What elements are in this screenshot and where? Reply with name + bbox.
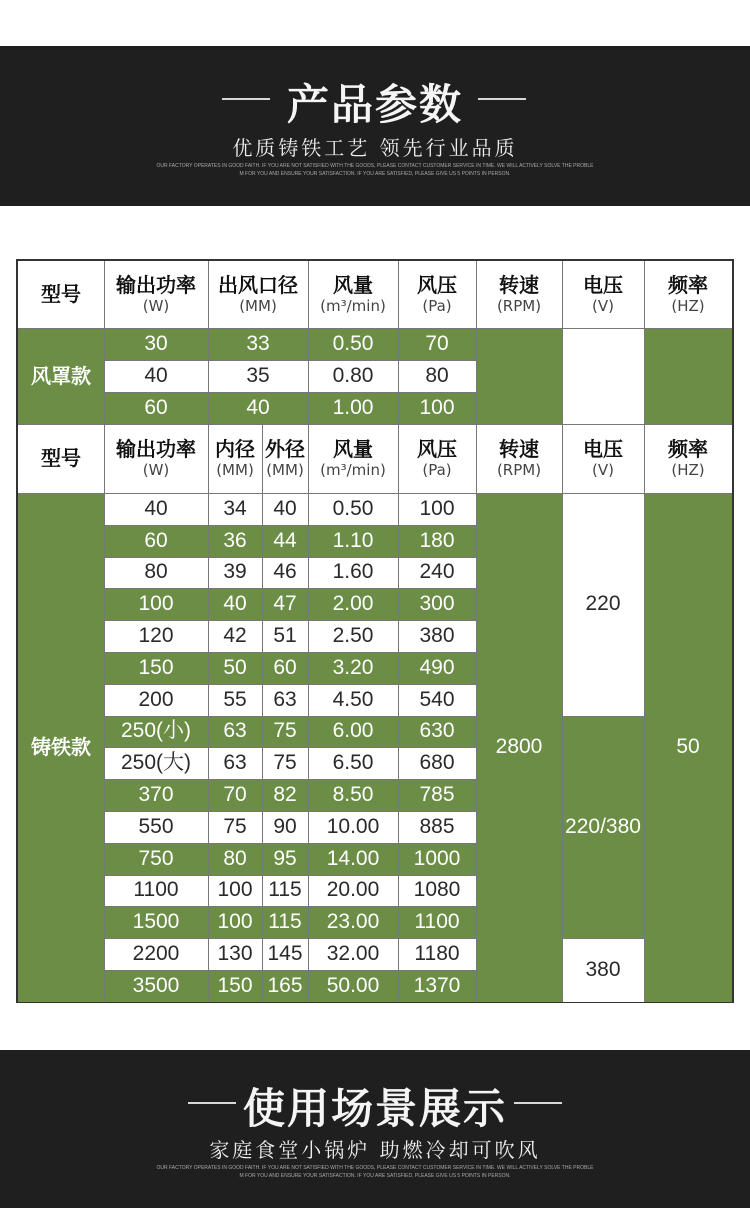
cell-inner-diameter: 63 [208,716,262,748]
cell-pressure: 100 [398,392,476,424]
grid-line [104,875,476,876]
grid-line [104,557,476,558]
banner-subtitle: 家庭食堂小锅炉 助燃冷却可吹风 [209,1138,541,1162]
rpm-value: 2800 [476,493,562,1002]
grid-line [104,261,105,328]
cell-inner-diameter: 42 [208,620,262,652]
cell-outlet: 33 [208,328,308,360]
cell-outer-diameter: 46 [262,557,308,589]
header-cell [18,424,104,493]
header-unit: (Pa) [422,460,452,479]
cell-pressure: 300 [398,588,476,620]
cell-outer-diameter: 40 [262,493,308,525]
grid-line [104,843,476,844]
cell-pressure: 785 [398,779,476,811]
banner-title: 使用场景展示 [242,1084,507,1133]
header-unit: (MM) [216,460,254,479]
fine-print-line-1: OUR FACTORY OPERATES IN GOOD FAITH. IF YOU ARE NOT SATISFIED WITH THE GOODS, PLEASE CONTACT CUSTOMER SERVICE IN TIME. WE WILL ACTIVELY SOLVE THE PROBLE [156,163,594,169]
header-cell [308,261,398,328]
header-label: 电压 [583,436,623,461]
cell-outer-diameter: 44 [262,525,308,557]
header-unit: (m³/min) [320,460,386,479]
cell-inner-diameter: 100 [208,906,262,938]
cell-outer-diameter: 95 [262,843,308,875]
grid-line [562,493,563,1002]
cell-outer-diameter: 60 [262,652,308,684]
cell-outer-diameter: 115 [262,906,308,938]
cell-airflow: 2.50 [308,620,398,652]
cell-power: 250(大) [104,747,208,779]
cell-airflow: 4.50 [308,684,398,716]
grid-line [562,938,644,939]
cell-outlet: 40 [208,392,308,424]
cell-power: 80 [104,557,208,589]
cell-pressure: 70 [398,328,476,360]
header-unit: (m³/min) [320,296,386,315]
grid-line [398,424,399,493]
cell-airflow: 6.00 [308,716,398,748]
cell-pressure: 180 [398,525,476,557]
grid-line [476,261,477,328]
header-label: 转速 [499,436,539,461]
header-label: 内径 [215,436,255,461]
header-cell [476,261,562,328]
header-cell [562,261,644,328]
cell-power: 40 [104,493,208,525]
grid-line [104,811,476,812]
header-unit: (Pa) [422,296,452,315]
grid-line [104,424,105,493]
cell-pressure: 885 [398,811,476,843]
cell-power: 60 [104,525,208,557]
grid-line [644,328,645,424]
header-unit: (V) [592,296,614,315]
cell-airflow: 23.00 [308,906,398,938]
grid-line [104,392,476,393]
cell-power: 30 [104,328,208,360]
banner-subtitle: 优质铸铁工艺 领先行业品质 [232,136,518,160]
cell-power: 550 [104,811,208,843]
header-cell [208,261,308,328]
cell-inner-diameter: 130 [208,938,262,970]
cell-power: 60 [104,392,208,424]
grid-line [562,424,563,493]
fine-print-line-2: M FOR YOU AND ENSURE YOUR SATISFACTION. IF YOU ARE SATISFIED, PLEASE GIVE US 5 POINTS IN PERSON. [239,171,511,177]
cell-power: 150 [104,652,208,684]
cell-pressure: 1100 [398,906,476,938]
grid-line [562,328,563,424]
cell-power: 1100 [104,875,208,907]
cell-outer-diameter: 75 [262,716,308,748]
header-cell [644,424,732,493]
cell-inner-diameter: 36 [208,525,262,557]
cell-inner-diameter: 150 [208,970,262,1002]
cell-airflow: 1.10 [308,525,398,557]
header-label: 外径 [265,436,305,461]
header-unit: (MM) [239,296,277,315]
header-cell [262,424,308,493]
spec-table [16,259,734,1003]
header-label: 转速 [499,272,539,297]
header-label: 输出功率 [116,436,196,461]
cell-airflow: 20.00 [308,875,398,907]
banner-title: 产品参数 [286,80,463,129]
header-unit: (V) [592,460,614,479]
grid-line [398,328,399,424]
fine-print-line-2: M FOR YOU AND ENSURE YOUR SATISFACTION. IF YOU ARE SATISFIED, PLEASE GIVE US 5 POINTS IN PERSON. [239,1173,511,1179]
product-params-banner [0,46,750,206]
cell-power: 100 [104,588,208,620]
header-cell [644,261,732,328]
cell-inner-diameter: 55 [208,684,262,716]
header-cell [18,261,104,328]
cell-power: 120 [104,620,208,652]
header-label: 型号 [41,446,81,470]
cell-airflow: 14.00 [308,843,398,875]
header-cell [398,424,476,493]
grid-line [476,424,477,493]
cell-airflow: 32.00 [308,938,398,970]
cell-pressure: 490 [398,652,476,684]
header-label: 风量 [333,436,373,461]
grid-line [644,261,645,328]
grid-line [562,261,563,328]
cell-outer-diameter: 165 [262,970,308,1002]
header-label: 电压 [583,272,623,297]
grid-line [18,328,732,329]
grid-line [18,424,732,425]
cell-inner-diameter: 100 [208,875,262,907]
usage-scene-banner [0,1050,750,1208]
cell-airflow: 50.00 [308,970,398,1002]
section-label-cast-iron: 铸铁款 [18,493,104,1002]
cell-power: 250(小) [104,716,208,748]
header-cell [104,424,208,493]
header-unit: (MM) [266,460,304,479]
cell-inner-diameter: 63 [208,747,262,779]
cell-pressure: 240 [398,557,476,589]
cell-outer-diameter: 47 [262,588,308,620]
cell-pressure: 1080 [398,875,476,907]
header-unit: (HZ) [671,296,705,315]
fine-print-line-1: OUR FACTORY OPERATES IN GOOD FAITH. IF YOU ARE NOT SATISFIED WITH THE GOODS, PLEASE CONTACT CUSTOMER SERVICE IN TIME. WE WILL ACTIVELY SOLVE THE PROBLE [156,1165,594,1171]
cell-outer-diameter: 51 [262,620,308,652]
cell-pressure: 680 [398,747,476,779]
cell-pressure: 540 [398,684,476,716]
grid-line [398,261,399,328]
grid-line [562,716,644,717]
cell-inner-diameter: 80 [208,843,262,875]
cell-airflow: 0.50 [308,493,398,525]
header-unit: (RPM) [496,460,542,479]
cell-outlet: 35 [208,360,308,392]
grid-line [208,261,209,328]
voltage-220: 220 [562,493,644,716]
cell-airflow: 0.50 [308,328,398,360]
cell-airflow: 6.50 [308,747,398,779]
header-cell [398,261,476,328]
header-unit: (RPM) [496,296,542,315]
grid-line [308,261,309,328]
header-cell [562,424,644,493]
header-unit: (W) [142,296,170,315]
frequency-value: 50 [644,493,732,1002]
header-unit: (HZ) [671,460,705,479]
cell-power: 1500 [104,906,208,938]
cell-inner-diameter: 34 [208,493,262,525]
header-label: 风压 [417,272,457,297]
cell-airflow: 1.60 [308,557,398,589]
header-label: 出风口径 [218,272,298,297]
cell-inner-diameter: 50 [208,652,262,684]
cell-pressure: 80 [398,360,476,392]
grid-line [476,328,477,424]
cell-airflow: 10.00 [308,811,398,843]
freq-block-top [644,328,732,424]
cell-outer-diameter: 63 [262,684,308,716]
header-cell [308,424,398,493]
cell-pressure: 630 [398,716,476,748]
cell-outer-diameter: 115 [262,875,308,907]
header-cell [208,424,262,493]
grid-line [104,779,476,780]
cell-power: 3500 [104,970,208,1002]
grid-line [104,716,476,717]
cell-inner-diameter: 75 [208,811,262,843]
cell-power: 750 [104,843,208,875]
cell-power: 2200 [104,938,208,970]
cell-power: 370 [104,779,208,811]
cell-airflow: 3.20 [308,652,398,684]
cell-airflow: 2.00 [308,588,398,620]
cell-pressure: 1370 [398,970,476,1002]
grid-line [208,424,209,493]
grid-line [104,652,476,653]
grid-line [104,360,476,361]
grid-line [308,328,309,424]
header-label: 风量 [333,272,373,297]
voltage-block-top [562,328,644,424]
cell-airflow: 1.00 [308,392,398,424]
cell-inner-diameter: 70 [208,779,262,811]
header-label: 频率 [668,436,708,461]
grid-line [308,424,309,493]
header-cell [104,261,208,328]
grid-line [104,970,476,971]
header-unit: (W) [142,460,170,479]
grid-line [104,525,476,526]
cell-airflow: 8.50 [308,779,398,811]
grid-line [644,424,645,493]
grid-line [104,906,476,907]
grid-line [208,328,209,424]
cell-power: 200 [104,684,208,716]
grid-line [262,424,263,493]
cell-inner-diameter: 39 [208,557,262,589]
grid-line [104,588,476,589]
voltage-220-380: 220/380 [562,716,644,939]
cell-pressure: 1180 [398,938,476,970]
header-label: 输出功率 [116,272,196,297]
header-label: 风压 [417,436,457,461]
cell-pressure: 100 [398,493,476,525]
cell-outer-diameter: 82 [262,779,308,811]
header-label: 型号 [41,282,81,306]
rpm-block-top [476,328,562,424]
header-label: 频率 [668,272,708,297]
grid-line [104,938,476,939]
cell-power: 40 [104,360,208,392]
cell-outer-diameter: 145 [262,938,308,970]
cell-pressure: 1000 [398,843,476,875]
cell-inner-diameter: 40 [208,588,262,620]
cell-airflow: 0.80 [308,360,398,392]
grid-line [104,620,476,621]
header-cell [476,424,562,493]
voltage-380: 380 [562,938,644,1002]
grid-line [18,493,732,494]
cell-pressure: 380 [398,620,476,652]
grid-line [644,493,645,1002]
grid-line [476,493,477,1002]
section-label-hood: 风罩款 [18,328,104,424]
grid-line [104,684,476,685]
cell-outer-diameter: 90 [262,811,308,843]
grid-line [104,328,105,424]
cell-outer-diameter: 75 [262,747,308,779]
grid-line [104,747,476,748]
